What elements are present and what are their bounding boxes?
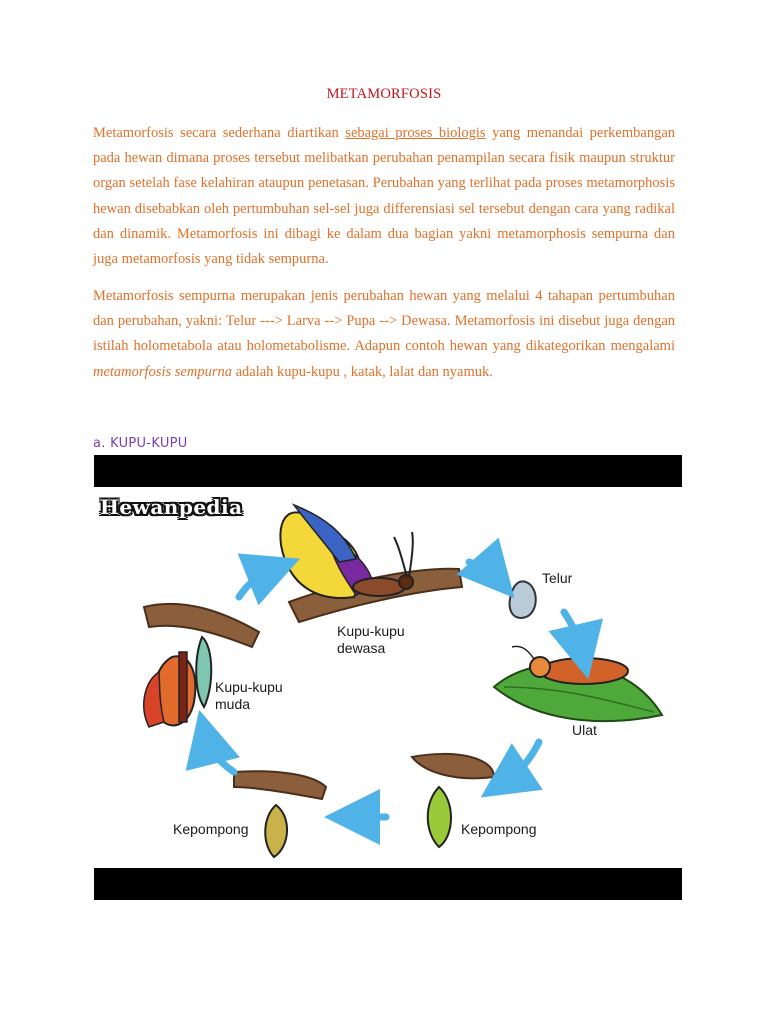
egg-icon [510, 581, 536, 618]
bottom-branch [234, 771, 326, 799]
label-kepompong-right: Kepompong [461, 821, 537, 837]
paragraph-text: adalah kupu-kupu , katak, lalat dan nyamuk. [231, 363, 493, 380]
label-line: Kupu-kupu [215, 679, 283, 695]
hewanpedia-logo: Hewanpedia [100, 495, 243, 519]
label-kupu-kupu-dewasa [337, 623, 405, 657]
right-branch [412, 754, 494, 778]
brown-chrysalis-icon [265, 805, 287, 857]
butterfly-lifecycle-illustration [94, 487, 682, 868]
caterpillar-on-leaf-icon [494, 646, 662, 721]
metamorfosis-sempurna-paragraph [93, 284, 675, 385]
figure-bottom-bar [94, 868, 682, 900]
page-title: METAMORFOSIS [326, 86, 442, 102]
green-chrysalis-icon [428, 787, 451, 847]
label-line: dewasa [337, 640, 386, 656]
intro-paragraph [93, 121, 675, 272]
paragraph-text: Metamorfosis secara sederhana diartikan [93, 125, 346, 141]
label-ulat: Ulat [572, 722, 597, 738]
biologis-link[interactable]: sebagai proses biologis [345, 125, 486, 141]
figure-top-bar [94, 455, 682, 487]
label-line: Kupu-kupu [337, 623, 405, 639]
lifecycle-figure [94, 455, 682, 900]
label-telur: Telur [542, 570, 573, 586]
label-kepompong-left: Kepompong [173, 821, 249, 837]
young-butterfly-icon [144, 637, 211, 727]
paragraph-text: yang menandai perkembangan pada hewan dimana proses tersebut melibatkan perubahan penampilan secara fisik maupun struktur organ setelah fase kelahiran ataupun penetasan. Perubahan yang terlihat pada proses metamorphosis hewan disebabkan oleh pertumbuhan sel-sel juga differensiasi sel tersebut dengan cara yang radikal dan dinamik. Metamorfosis ini dibagi ke dalam dua bagian yakni metamorphosis sempurna dan juga metamorfosis yang tidak sempurna. [93, 125, 675, 268]
paragraph-text: Metamorfosis sempurna merupakan jenis perubahan hewan yang melalui 4 tahapan pertumbuhan dan perubahan, yakni: Telur ---> Larva --> Pupa --> Dewasa. Metamorfosis ini disebut juga dengan istilah holometabola atau holometabolisme. Adapun contoh hewan yang dikategorikan mengalami [93, 288, 675, 355]
label-line: muda [215, 696, 251, 712]
emphasis-text: metamorfosis sempurna [93, 363, 232, 380]
label-kupu-kupu-muda [215, 679, 283, 713]
section-heading: a. KUPU-KUPU [93, 436, 188, 451]
adult-butterfly-icon [280, 505, 413, 598]
